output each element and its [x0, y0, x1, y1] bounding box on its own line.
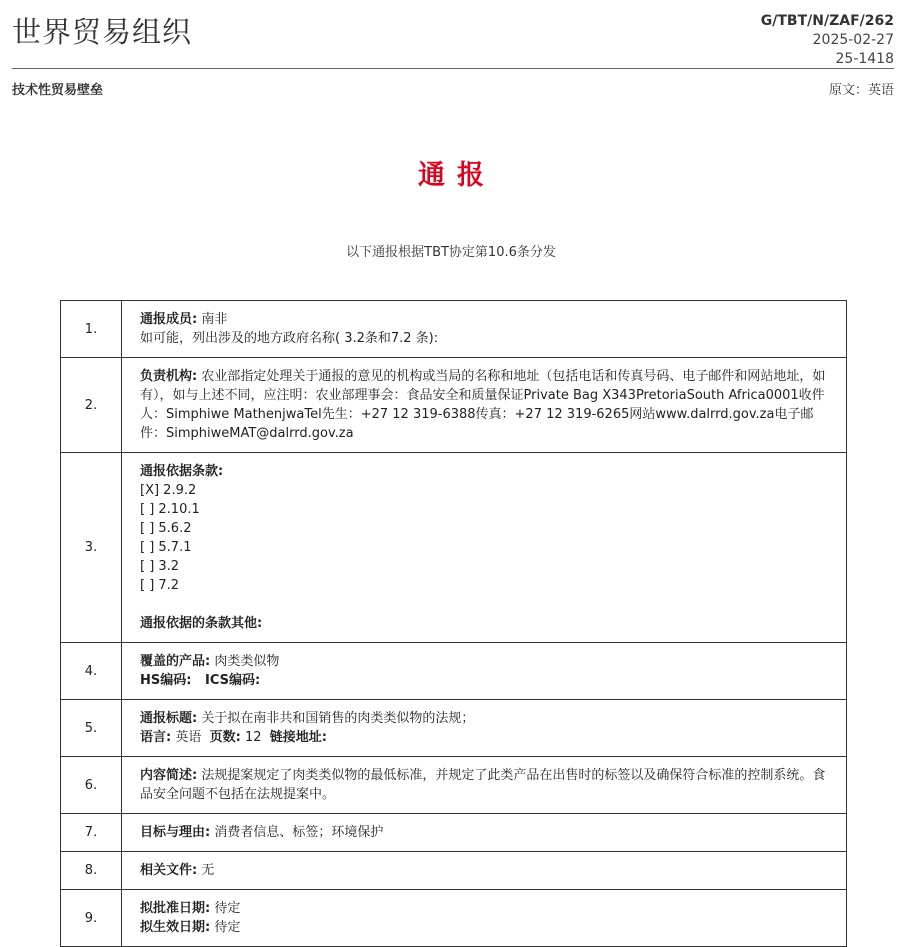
table-row: [61, 301, 847, 358]
document-reference: [761, 12, 894, 69]
local-government-text: 如可能，列出涉及的地方政府名称( 3.2条和7.2 条):: [140, 331, 439, 346]
member-value: 南非: [197, 312, 228, 327]
row-content: [122, 643, 847, 700]
row-content: [122, 453, 847, 643]
ics-code-label: ICS编码:: [205, 673, 261, 688]
agency-value: 农业部指定处理关于通报的意见的机构或当局的名称和地址（包括电话和传真号码、电子邮件和网站地址，如有），如与上述不同，应注明：农业部理事会：食品安全和质量保证Private Bag X343PretoriaSouth Africa0001收件人：Simphiwe MathenjwaTel先生：+27 12 319-6388传真：+27 12 319-6265网站www.dalrrd.gov.za电子邮件：SimphiweMAT@dalrrd.gov.za: [140, 369, 826, 441]
original-language: 原文：英语: [828, 83, 894, 98]
row-number: 2.: [61, 358, 122, 453]
row-number: 5.: [61, 700, 122, 757]
title-value: 关于拟在南非共和国销售的肉类类似物的法规；: [197, 711, 475, 726]
objective-value: 消费者信息、标签；环境保护: [210, 825, 384, 840]
products-label: 覆盖的产品:: [140, 654, 211, 669]
link-label: 链接地址:: [269, 730, 327, 745]
row-number: 9.: [61, 890, 122, 947]
products-value: 肉类类似物: [210, 654, 280, 669]
effective-date-label: 拟生效日期:: [140, 920, 211, 935]
table-row: [61, 852, 847, 890]
table-row: [61, 814, 847, 852]
approval-date-value: 待定: [210, 901, 241, 916]
row-number: 3.: [61, 453, 122, 643]
description-label: 内容简述:: [140, 768, 198, 783]
table-row: [61, 890, 847, 947]
committee-name: 技术性贸易壁垒: [12, 83, 104, 98]
table-row: [61, 453, 847, 643]
documents-label: 相关文件:: [140, 863, 198, 878]
document-number: 25-1418: [835, 51, 894, 67]
article-option: [ ] 2.10.1: [140, 502, 200, 517]
hs-code-label: HS编码:: [140, 673, 192, 688]
row-content: [122, 757, 847, 814]
row-number: 1.: [61, 301, 122, 358]
language-label: 语言:: [140, 730, 172, 745]
table-row: [61, 358, 847, 453]
row-number: 6.: [61, 757, 122, 814]
article-option: [ ] 5.7.1: [140, 540, 192, 555]
article-option: [ ] 7.2: [140, 578, 180, 593]
header-divider: [12, 68, 894, 69]
language-value: 英语: [171, 730, 202, 745]
notification-table: [60, 300, 847, 947]
row-content: [122, 814, 847, 852]
row-content: [122, 890, 847, 947]
member-label: 通报成员:: [140, 312, 198, 327]
pages-value: 12: [240, 730, 262, 745]
articles-label: 通报依据条款:: [140, 464, 224, 479]
article-option: [X] 2.9.2: [140, 483, 197, 498]
effective-date-value: 待定: [210, 920, 241, 935]
table-row: [61, 700, 847, 757]
document-date: 2025-02-27: [812, 32, 894, 48]
row-content: [122, 700, 847, 757]
row-number: 4.: [61, 643, 122, 700]
row-number: 8.: [61, 852, 122, 890]
documents-value: 无: [197, 863, 215, 878]
article-option: [ ] 3.2: [140, 559, 180, 574]
article-option: [ ] 5.6.2: [140, 521, 192, 536]
spacer: [140, 595, 828, 614]
approval-date-label: 拟批准日期:: [140, 901, 211, 916]
pages-label: 页数:: [209, 730, 241, 745]
notification-subtitle: 以下通报根据TBT协定第10.6条分发: [346, 245, 556, 260]
agency-label: 负责机构:: [140, 369, 198, 384]
other-articles-label: 通报依据的条款其他:: [140, 616, 263, 631]
row-content: [122, 358, 847, 453]
description-value: 法规提案规定了肉类类似物的最低标准，并规定了此类产品在出售时的标签以及确保符合标准的控制系统。食品安全问题不包括在法规提案中。: [140, 768, 826, 802]
row-number: 7.: [61, 814, 122, 852]
table-row: [61, 757, 847, 814]
organization-title: 世界贸易组织: [12, 15, 193, 49]
objective-label: 目标与理由:: [140, 825, 211, 840]
row-content: [122, 301, 847, 358]
title-label: 通报标题:: [140, 711, 198, 726]
table-row: [61, 643, 847, 700]
document-symbol: G/TBT/N/ZAF/262: [760, 13, 894, 29]
notification-title: 通报: [418, 160, 496, 191]
row-content: [122, 852, 847, 890]
